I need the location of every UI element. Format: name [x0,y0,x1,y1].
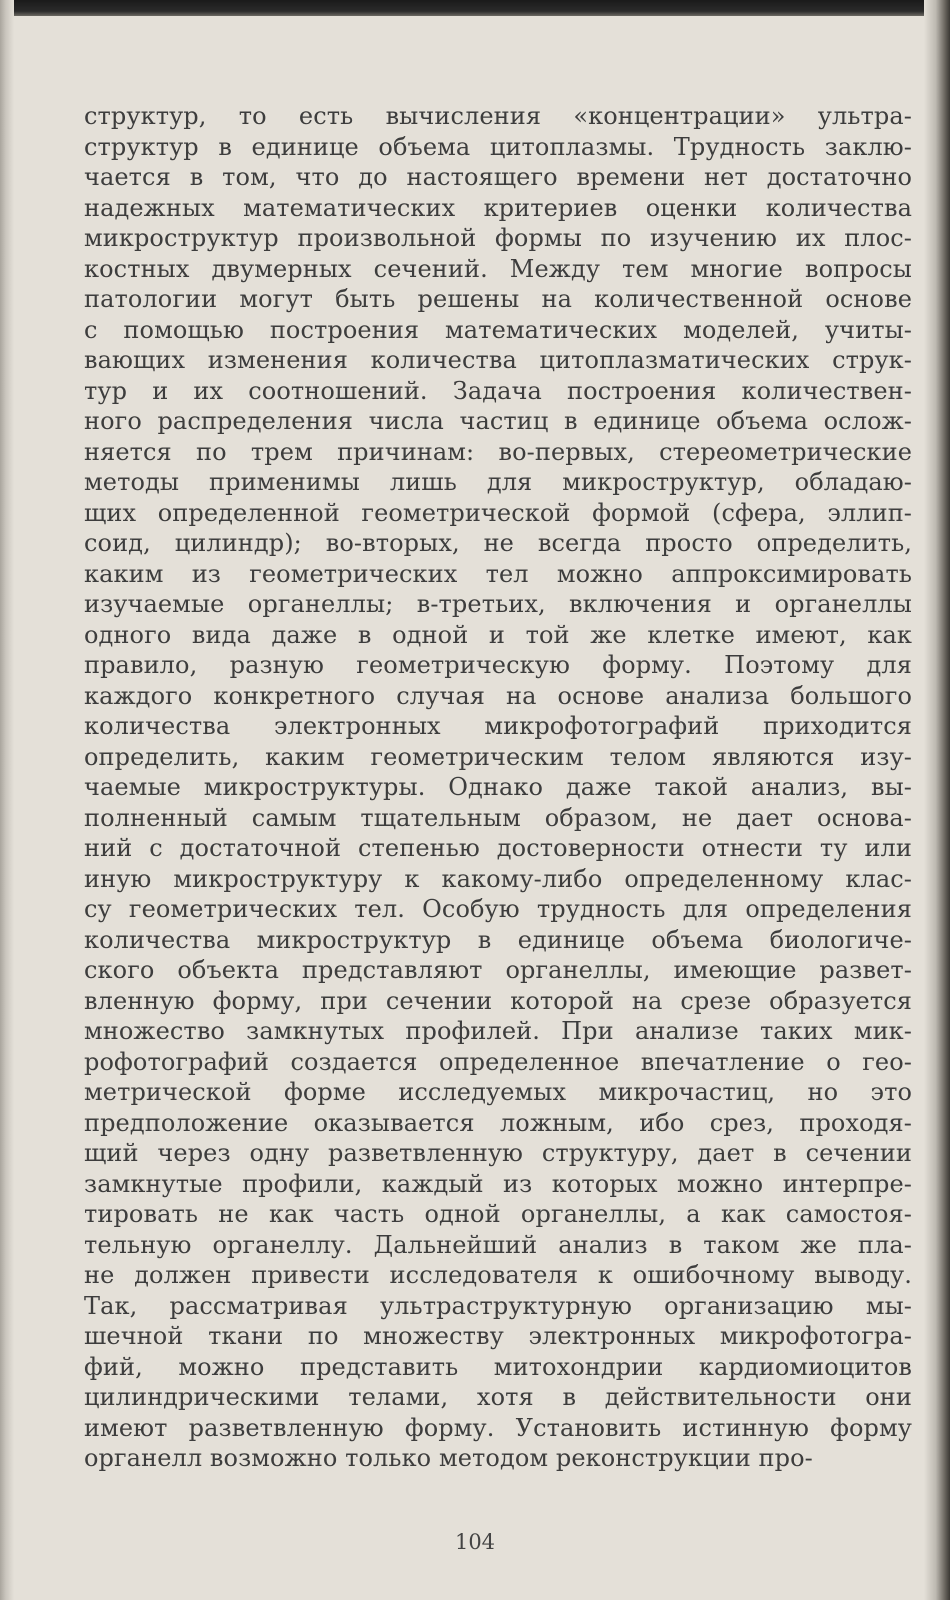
text-line: множество замкнутых профилей. При анализе таких мик- [84,1017,912,1045]
text-line: вленную форму, при сечении которой на срезе образуется [84,986,912,1015]
text-line: ний с достаточной степенью достоверности отнести ту или [84,834,912,862]
text-line: няется по трем причинам: во-первых, стереометрические [84,437,912,466]
scan-top-band [0,0,950,16]
text-line: метрической форме исследуемых микрочастиц, но это [84,1078,912,1106]
text-line: патологии могут быть решены на количественной основе [84,285,912,313]
text-line: правило, разную геометрическую форму. Поэтому для [84,651,912,679]
text-line: методы применимы лишь для микроструктур, обладаю- [84,468,912,496]
page-left-edge [0,0,14,1600]
text-line: количества микроструктур в единице объема биологиче- [84,925,912,954]
text-line: костных двумерных сечений. Между тем многие вопросы [84,254,912,283]
text-line: предположение оказывается ложным, ибо срез, проходя- [84,1108,912,1137]
text-line: иную микроструктуру к какому-либо определенному клас- [84,864,912,893]
text-line: изучаемые органеллы; в-третьих, включения и органеллы [84,590,912,618]
text-line: ского объекта представляют органеллы, имеющие развет- [84,956,912,984]
text-line: каким из геометрических тел можно аппроксимировать [84,559,912,588]
text-line: имеют разветвленную форму. Установить истинную форму [84,1413,912,1442]
text-line: структур в единице объема цитоплазмы. Трудность заклю- [84,132,912,161]
page-right-edge [924,0,950,1600]
body-text [84,101,912,1474]
text-line: Так, рассматривая ультраструктурную организацию мы- [84,1291,912,1320]
text-line: структур, то есть вычисления «концентрации» ультра- [84,102,912,130]
text-line: чается в том, что до настоящего времени нет достаточно [84,163,912,191]
text-line: щий через одну разветвленную структуру, дает в сечении [84,1139,912,1167]
page-number: 104 [454,1530,496,1554]
text-line: ного распределения числа частиц в единице объема ослож- [84,407,912,435]
text-line: микроструктур произвольной формы по изучению их плос- [84,224,912,252]
text-line: не должен привести исследователя к ошибочному выводу. [84,1261,912,1289]
text-line: чаемые микроструктуры. Однако даже такой анализ, вы- [84,773,912,801]
text-line: органелл возможно только методом реконструкции про- [84,1444,813,1472]
text-line: тельную органеллу. Дальнейший анализ в таком же пла- [84,1230,912,1259]
text-line: рофотографий создается определенное впечатление о гео- [84,1047,912,1076]
text-line: полненный самым тщательным образом, не дает основа- [84,803,912,832]
text-line: определить, каким геометрическим телом являются изу- [84,742,912,771]
text-line: каждого конкретного случая на основе анализа большого [84,681,912,710]
text-line: тур и их соотношений. Задача построения количествен- [84,376,912,405]
text-line: с помощью построения математических моделей, учиты- [84,315,912,344]
text-line: су геометрических тел. Особую трудность для определения [84,895,912,923]
text-line: замкнутые профили, каждый из которых можно интерпре- [84,1169,912,1198]
text-line: щих определенной геометрической формой (сфера, эллип- [84,498,912,527]
text-line: количества электронных микрофотографий приходится [84,712,912,740]
text-line: одного вида даже в одной и той же клетке имеют, как [84,620,912,649]
text-line: вающих изменения количества цитоплазматических струк- [84,346,912,374]
text-line: тировать не как часть одной органеллы, а как самостоя- [84,1200,912,1228]
text-line: фий, можно представить митохондрии кардиомиоцитов [84,1352,912,1381]
text-line: шечной ткани по множеству электронных микрофотогра- [84,1322,912,1350]
text-line: цилиндрическими телами, хотя в действительности они [84,1383,912,1411]
text-line: соид, цилиндр); во-вторых, не всегда просто определить, [84,529,912,557]
text-line: надежных математических критериев оценки количества [84,193,912,222]
